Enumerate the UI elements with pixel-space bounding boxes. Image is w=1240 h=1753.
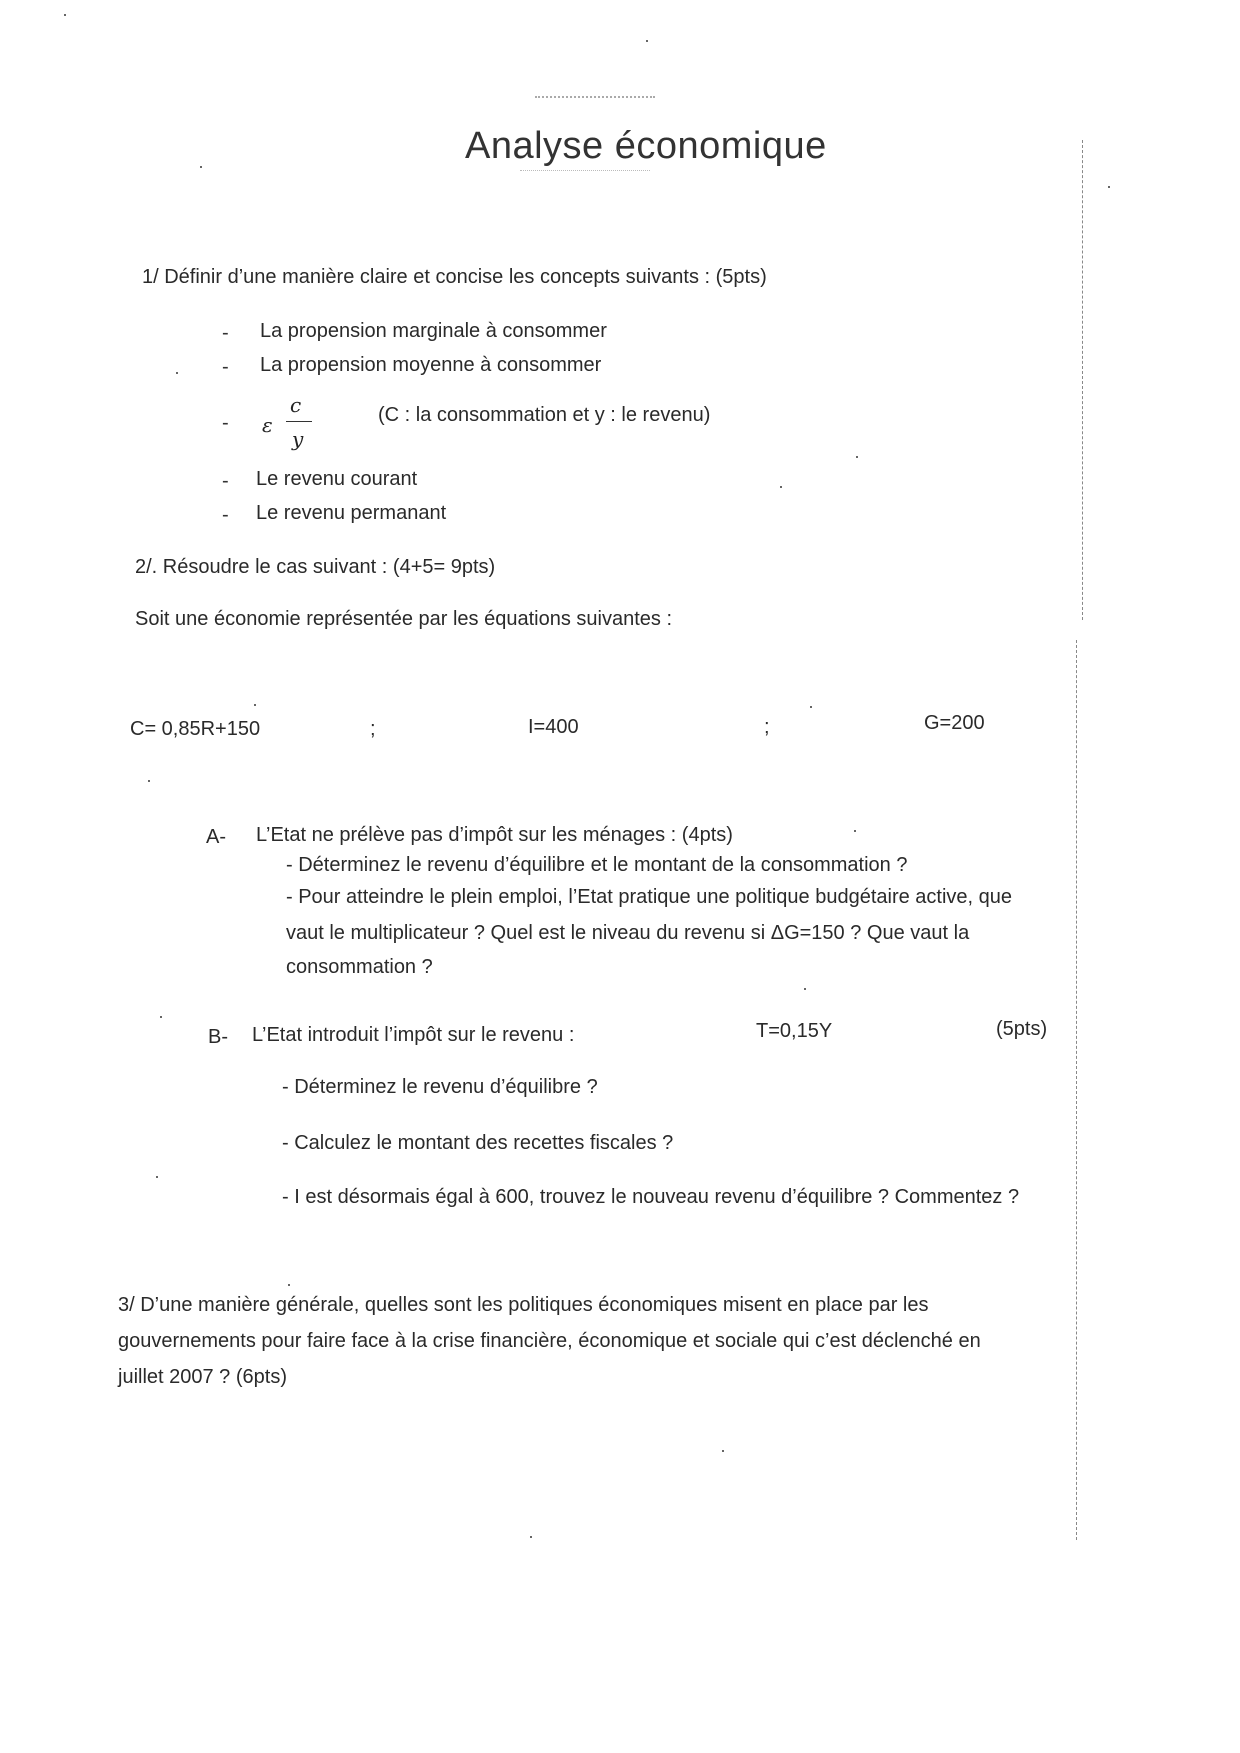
q1-item: La propension marginale à consommer bbox=[260, 320, 607, 342]
bullet-dash: - bbox=[222, 322, 229, 344]
formula-denominator: y bbox=[292, 427, 304, 451]
q1-heading: 1/ Définir d’une manière claire et concise les concepts suivants : (5pts) bbox=[142, 266, 767, 288]
scan-speck bbox=[200, 166, 202, 168]
q3-line: gouvernements pour faire face à la crise financière, économique et sociale qui c’est déclenché en bbox=[118, 1330, 981, 1352]
part-b-line: - Déterminez le revenu d’équilibre ? bbox=[282, 1076, 598, 1098]
part-b-line: - Calculez le montant des recettes fiscales ? bbox=[282, 1132, 674, 1154]
scan-speck bbox=[148, 780, 150, 782]
bullet-dash: - bbox=[222, 470, 229, 492]
scan-speck bbox=[646, 40, 648, 42]
scan-speck bbox=[64, 14, 66, 16]
scan-speck bbox=[176, 372, 178, 374]
part-a-line: - Déterminez le revenu d’équilibre et le montant de la consommation ? bbox=[286, 854, 908, 876]
equation-investment: I=400 bbox=[528, 716, 579, 738]
scan-speck bbox=[722, 1450, 724, 1452]
q1-item: La propension moyenne à consommer bbox=[260, 354, 602, 376]
scan-speck bbox=[160, 1016, 162, 1018]
q1-item: (C : la consommation et y : le revenu) bbox=[378, 404, 711, 426]
scan-speck bbox=[856, 456, 858, 458]
equation-separator: ; bbox=[764, 716, 770, 738]
part-a-heading: L’Etat ne prélève pas d’impôt sur les ménages : (4pts) bbox=[256, 824, 733, 846]
scan-speck bbox=[804, 988, 806, 990]
q2-intro: Soit une économie représentée par les équations suivantes : bbox=[135, 608, 673, 630]
tax-equation: T=0,15Y bbox=[756, 1020, 833, 1042]
scan-smudge bbox=[535, 96, 655, 106]
part-b-label: B- bbox=[208, 1026, 228, 1048]
formula-numerator: c bbox=[290, 393, 302, 417]
bullet-dash: - bbox=[222, 504, 229, 526]
q3-line: 3/ D’une manière générale, quelles sont les politiques économiques misent en place par les bbox=[118, 1294, 929, 1316]
fraction-bar bbox=[286, 421, 312, 422]
formula-epsilon: ε bbox=[262, 413, 273, 437]
page-title: Analyse économique bbox=[465, 125, 827, 167]
scan-speck bbox=[780, 486, 782, 488]
equation-government: G=200 bbox=[924, 712, 985, 734]
equation-consumption: C= 0,85R+150 bbox=[130, 718, 261, 740]
part-a-label: A- bbox=[206, 826, 226, 848]
scan-speck bbox=[254, 704, 256, 706]
scan-speck bbox=[288, 1284, 290, 1286]
bullet-dash: - bbox=[222, 412, 229, 434]
scan-speck bbox=[854, 830, 856, 832]
q2-heading: 2/. Résoudre le cas suivant : (4+5= 9pts) bbox=[135, 556, 496, 578]
part-b-points: (5pts) bbox=[996, 1018, 1048, 1040]
equation-separator: ; bbox=[370, 718, 376, 740]
part-a-line: consommation ? bbox=[286, 956, 433, 978]
scan-speck bbox=[156, 1176, 158, 1178]
q1-item: Le revenu permanant bbox=[256, 502, 447, 524]
part-b-heading: L’Etat introduit l’impôt sur le revenu : bbox=[252, 1024, 575, 1046]
scan-speck bbox=[810, 706, 812, 708]
scan-margin-line bbox=[1076, 640, 1077, 1540]
bullet-dash: - bbox=[222, 356, 229, 378]
scan-speck bbox=[530, 1536, 532, 1538]
part-b-line: - I est désormais égal à 600, trouvez le nouveau revenu d’équilibre ? Commentez ? bbox=[282, 1186, 1020, 1208]
scan-margin-line bbox=[1082, 140, 1083, 620]
part-a-line: vaut le multiplicateur ? Quel est le niveau du revenu si ΔG=150 ? Que vaut la bbox=[286, 922, 970, 944]
q1-item: Le revenu courant bbox=[256, 468, 418, 490]
q3-line: juillet 2007 ? (6pts) bbox=[118, 1366, 287, 1388]
consumption-ratio-formula bbox=[262, 393, 312, 453]
scan-smudge bbox=[520, 170, 650, 175]
scan-speck bbox=[1108, 186, 1110, 188]
part-a-line: - Pour atteindre le plein emploi, l’Etat pratique une politique budgétaire active, que bbox=[286, 886, 1013, 908]
